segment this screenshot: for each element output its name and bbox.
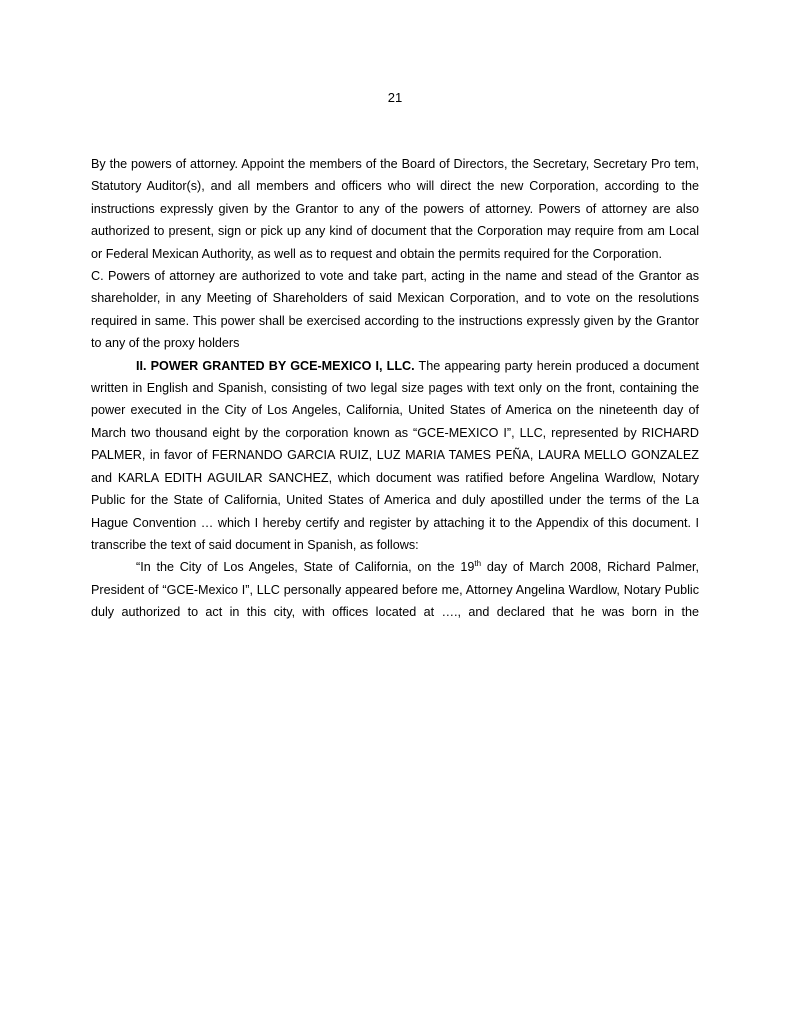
paragraph-powers-of-attorney: By the powers of attorney. Appoint the members of the Board of Directors, the Secretary, Secretary Pro tem, Statutory Auditor(s), and all members and officers who will direct the new Corporation, according to the instructions expressly given by the Grantor to any of the powers of attorney. Powers of attorney are also authorized to present, sign or pick up any kind of document that the Corporation may require from am Local or Federal Mexican Authority, as well as to request and obtain the permits required for the Corporation. xyxy=(91,157,699,261)
document-body xyxy=(91,153,699,624)
paragraph-ii-power-granted xyxy=(91,355,699,557)
paragraph-text-start: “In the City of Los Angeles, State of California, on the 19 xyxy=(136,560,475,575)
paragraph-c-voting: C. Powers of attorney are authorized to vote and take part, acting in the name and stead of the Grantor as shareholder, in any Meeting of Shareholders of said Mexican Corporation, and to vote on the resolutions required in same. This power shall be exercised according to the instructions expressly given by the Grantor to any of the proxy holders xyxy=(91,269,699,351)
paragraph-text: The appearing party herein produced a document written in English and Spanish, consisting of two legal size pages with text only on the front, containing the power executed in the City of Los Angeles, California, United States of America on the nineteenth day of March two thousand eight by the corporation known as “GCE-MEXICO I”, LLC, represented by RICHARD PALMER, in favor of FERNANDO GARCIA RUIZ, LUZ MARIA TAMES PEÑA, LAURA MELLO GONZALEZ and KARLA EDITH AGUILAR SANCHEZ, which document was ratified before Angelina Wardlow, Notary Public for the State of California, United States of America and duly apostilled under the terms of the La Hague Convention … which I hereby certify and register by attaching it to the Appendix of this document. I transcribe the text of said document in Spanish, as follows: xyxy=(91,358,699,552)
section-heading: II. POWER GRANTED BY GCE-MEXICO I, LLC. xyxy=(136,358,415,373)
page-number: 21 xyxy=(387,90,403,105)
ordinal-suffix: th xyxy=(474,559,482,569)
paragraph-text-end: day of March 2008, Richard Palmer, President of “GCE-Mexico I”, LLC personally appeared before me, Attorney Angelina Wardlow, Notary Public duly authorized to act in this city, with offices located at …., and declared that he was born in the xyxy=(91,560,699,620)
paragraph-transcription xyxy=(91,556,699,623)
